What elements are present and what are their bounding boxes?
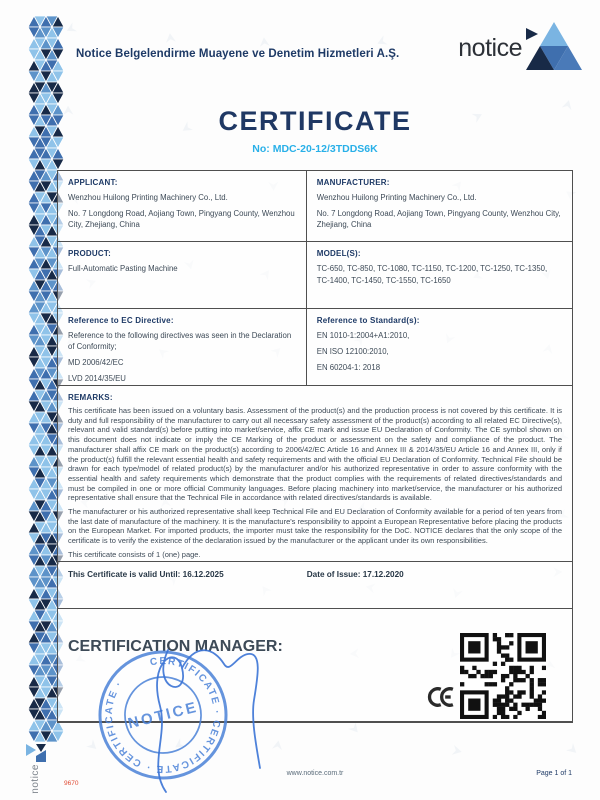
standards-cell	[307, 309, 572, 385]
manufacturer-address: No. 7 Longdong Road, Aojiang Town, Pingyang County, Wenzhou City, Zhejiang, China	[316, 209, 561, 230]
remarks-label: REMARKS:	[68, 393, 113, 402]
remarks-cell	[58, 386, 572, 562]
remarks-paragraph-3: This certificate consists of 1 (one) page.	[68, 549, 201, 559]
standards-item: EN ISO 12100:2010,	[316, 347, 389, 357]
table-row-product-models	[58, 242, 572, 309]
models-value: TC-650, TC-850, TC-1080, TC-1150, TC-1200, TC-1250, TC-1350, TC-1400, TC-1450, TC-1550, TC-1650	[316, 264, 548, 286]
ec-directive-cell	[58, 309, 307, 385]
applicant-address: No. 7 Longdong Road, Aojiang Town, Pingyang County, Wenzhou City, Zhejiang, China	[68, 209, 295, 230]
footer-website: www.notice.com.tr	[286, 770, 344, 777]
table-row-validity	[58, 562, 572, 609]
stamp-center-text: NOTICE	[126, 698, 200, 733]
ec-directive-item: LVD 2014/35/EU	[68, 374, 126, 384]
date-of-issue-text: Date of Issue: 17.12.2020	[306, 570, 404, 579]
product-value: Full-Automatic Pasting Machine	[68, 264, 178, 273]
applicant-name: Wenzhou Huilong Printing Machinery Co., Ltd.	[68, 193, 228, 202]
bottom-left-logo	[24, 742, 46, 794]
models-cell	[307, 242, 572, 308]
remarks-paragraph-2: The manufacturer or his authorized representative shall keep Technical File and EU Declaration of Conformity available for a period of ten years from the last date of manufacture of the machinery. It is the manufacture's responsibility to appoint a European Representative before placing the products on the European Market. For imported products, the importer must take the responsibility for the DoC. NOTICE declares that the only scope of the certificate is to verify the existence of the declaration issued by the manufacturer or the applicant under its own responsibilities.	[68, 507, 562, 546]
manufacturer-cell	[307, 171, 572, 241]
manager-signature	[80, 628, 300, 800]
stamp-ring-text: CERTIFICATE · CERTIFICATE · CERTIFICATE ·	[103, 655, 223, 775]
footer-page-number: Page 1 of 1	[536, 770, 572, 777]
standards-label: Reference to Standard(s):	[316, 316, 420, 325]
footer-red-code: 9670	[64, 780, 79, 787]
ec-directive-item: MD 2006/42/EC	[68, 358, 124, 368]
qr-code	[460, 633, 546, 719]
manufacturer-label: MANUFACTURER:	[316, 178, 390, 187]
bottom-logo-triangles-icon	[24, 742, 46, 762]
ec-directive-intro: Reference to the following directives was seen in the Declaration of Conformity;	[68, 331, 292, 352]
notice-logo-text: notice	[458, 34, 522, 62]
applicant-label: APPLICANT:	[68, 178, 118, 187]
standards-item: EN 1010-1:2004+A1:2010,	[316, 331, 410, 340]
page-title: CERTIFICATE	[218, 106, 412, 136]
certificate-number: No: MDC-20-12/3TDDS6K	[252, 143, 378, 155]
ce-mark-icon	[422, 685, 454, 709]
notice-logo-triangles-icon	[522, 20, 584, 78]
table-row-applicant-manufacturer	[58, 171, 572, 242]
certification-manager-label: CERTIFICATION MANAGER:	[68, 638, 283, 656]
models-label: MODEL(S):	[316, 249, 361, 258]
notice-logo	[458, 20, 584, 78]
organization-name: Notice Belgelendirme Muayene ve Denetim Hizmetleri A.Ş.	[76, 48, 400, 60]
standards-item: EN 60204-1: 2018	[316, 363, 381, 373]
table-row-directive-standards	[58, 309, 572, 386]
ec-directive-label: Reference to EC Directive:	[68, 316, 174, 325]
remarks-paragraph-1: This certificate has been issued on a voluntary basis. Assessment of the product(s) and the production process is not covered by this certificate. It is duty and full responsibility of the manufacturer to carry out all necessary safety assessment of the product(s) according to all related EC Directive(s), relevant and valid standard(s) before putting into market/service, affix CE mark and issue EU Declaration of Conformity. The CE symbol shown on this document does not indicate or imply the CE Marking of the product or assessment on the safety and compliance of the product. The manufacturer shall affix CE mark on the product(s) according to 2006/42/EC Article 16 and Annex III & 2014/35/EU Article 16 and Annex III, only if the product(s) fulfill the relevant essential health and safety requirements and with the official EU Declaration of Conformity. Technical File should be drawn for each type/model of related product(s) by the manufacturer and/or his authorized representative in order to assure conformity with the essential health and safety requirements which demonstrate that the product complies with the requirements of related directives/standards and must be compiled in one or more official Community languages. Before placing machinery into market/service, the manufacturer or his authorized representative shall ensure that the Technical File in accordance with related directives/standards is available.	[68, 406, 562, 503]
product-label: PRODUCT:	[68, 249, 111, 258]
manufacturer-name: Wenzhou Huilong Printing Machinery Co., Ltd.	[316, 193, 477, 202]
valid-until-text: This Certificate is valid Until: 16.12.2025	[68, 570, 224, 579]
product-cell	[58, 242, 307, 308]
bottom-logo-text: notice	[29, 764, 41, 794]
applicant-cell	[58, 171, 307, 241]
